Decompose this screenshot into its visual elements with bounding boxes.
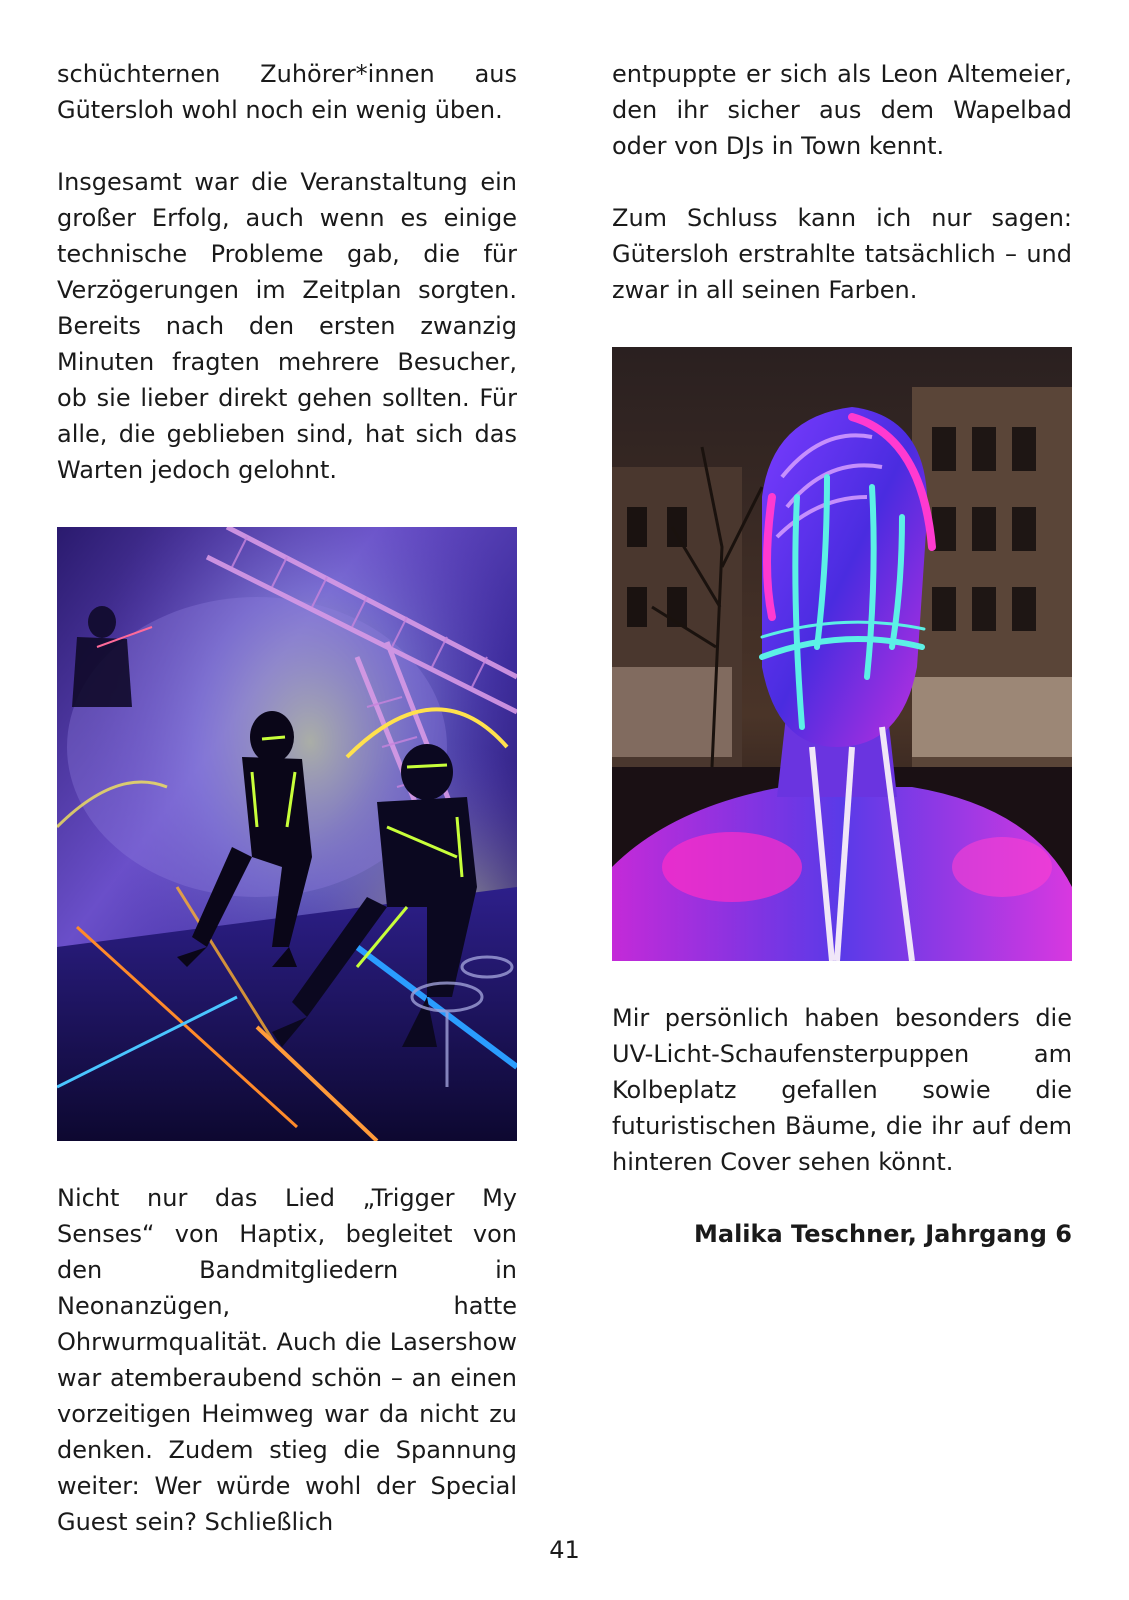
left-column-top — [57, 56, 517, 488]
paragraph: schüchternen Zuhörer*innen aus Gütersloh wohl noch ein wenig üben. — [57, 60, 517, 124]
stage-photo — [57, 527, 517, 1141]
mannequin-photo — [612, 347, 1072, 961]
left-column-bottom — [57, 1180, 517, 1540]
paragraph: Nicht nur das Lied „Trigger My Senses“ von Haptix, begleitet von den Bandmitgliedern in Neonanzügen, hatte Ohrwurmqualität. Auch die Lasershow war atemberaubend schön – an einen vorzeitigen Heimweg war da nicht zu denken. Zudem stieg die Spannung weiter: Wer würde wohl der Special Guest sein? Schließlich — [57, 1184, 517, 1536]
paragraph: entpuppte er sich als Leon Altemeier, den ihr sicher aus dem Wapelbad oder von DJs in Town kennt. — [612, 60, 1072, 160]
paragraph: Zum Schluss kann ich nur sagen: Gütersloh erstrahlte tatsächlich – und zwar in all seinen Farben. — [612, 204, 1072, 304]
right-column-bottom — [612, 1000, 1072, 1252]
author-credit: Malika Teschner, Jahrgang 6 — [694, 1220, 1072, 1248]
paragraph: Insgesamt war die Veranstaltung ein großer Erfolg, auch wenn es einige technische Probleme gab, die für Verzögerungen im Zeitplan sorgten. Bereits nach den ersten zwanzig Minuten fragten mehrere Besucher, ob sie lieber direkt gehen sollten. Für alle, die geblieben sind, hat sich das Warten jedoch gelohnt. — [57, 168, 517, 484]
paragraph: Mir persönlich haben besonders die UV-Licht-Schaufensterpuppen am Kolbeplatz gefallen sowie die futuristischen Bäume, die ihr auf dem hinteren Cover sehen könnt. — [612, 1004, 1072, 1176]
page-number: 41 — [549, 1536, 580, 1564]
right-column-top — [612, 56, 1072, 308]
